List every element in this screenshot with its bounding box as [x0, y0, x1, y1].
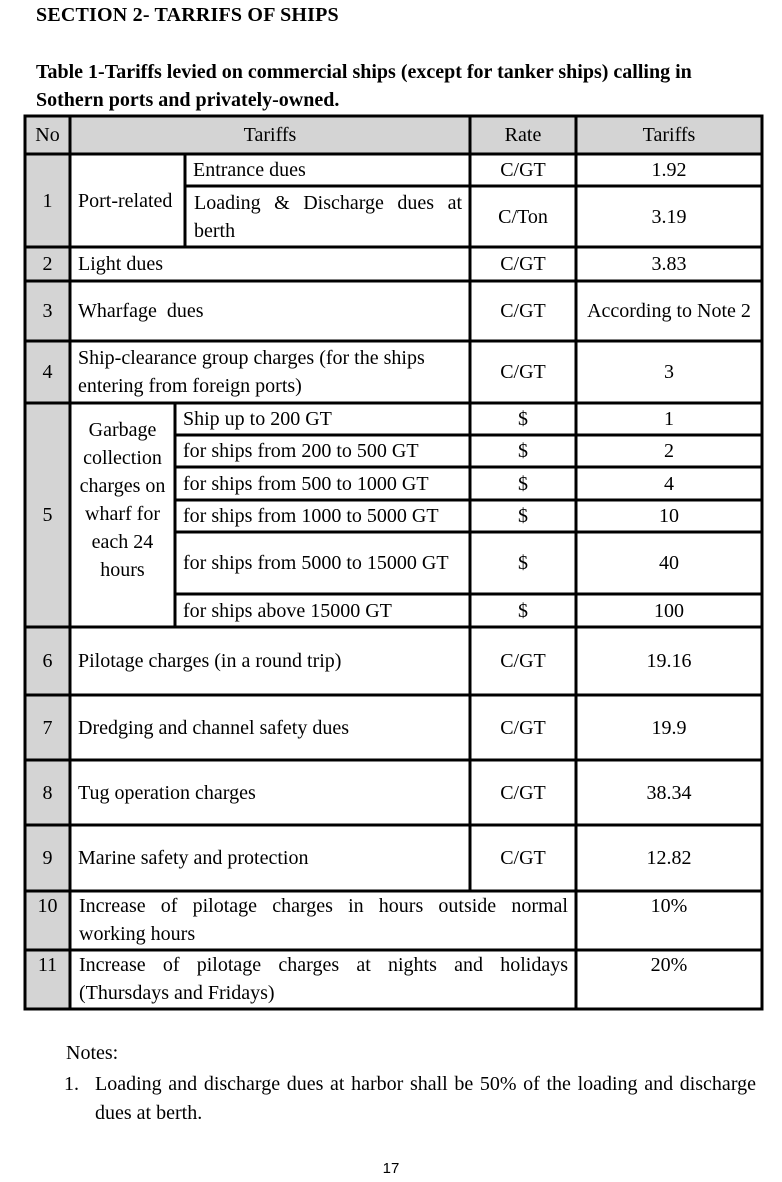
row-9-amount: 12.82 [646, 847, 692, 869]
row-2-label: Light dues [78, 253, 163, 275]
table-caption: Table 1-Tariffs levied on commercial ships (except for tanker ships) calling in Sothern ports and privately-owned. [36, 61, 692, 111]
row-9-no: 9 [42, 847, 53, 869]
row-8-label: Tug operation charges [78, 781, 256, 804]
row-2-rate: C/GT [500, 253, 546, 275]
row-5-item-4-amount: 10 [659, 505, 679, 527]
row-1-item-1-amount: 1.92 [651, 159, 687, 181]
row-8-rate: C/GT [500, 781, 546, 804]
row-3-label: Wharfage dues [78, 300, 204, 322]
header-tariffs: Tariffs [243, 124, 297, 146]
row-1-no: 1 [42, 189, 53, 212]
row-1-item-1-label: Entrance dues [193, 159, 306, 181]
row-4-rate: C/GT [500, 361, 546, 383]
row-5-item-6-label: for ships above 15000 GT [183, 599, 392, 622]
row-6-label: Pilotage charges (in a round trip) [78, 650, 342, 672]
row-5-item-4-label: for ships from 1000 to 5000 GT [183, 505, 439, 527]
row-7-no: 7 [42, 716, 53, 739]
row-10-no: 10 [37, 895, 58, 917]
row-11-label: Increase of pilotage charges at nights and holidays (Thursdays and Fridays) [79, 954, 568, 1004]
row-4-amount: 3 [664, 361, 674, 383]
row-1-item-1-rate: C/GT [500, 159, 546, 181]
row-4-no: 4 [42, 361, 53, 383]
row-5-item-5-rate: $ [518, 552, 528, 574]
row-1-item-2-rate: C/Ton [498, 205, 548, 228]
row-5-group: Garbage collection charges on wharf for each 24 hours [79, 419, 166, 581]
row-1-item-2-label: Loading & Discharge dues at berth [194, 192, 462, 242]
row-2-amount: 3.83 [651, 253, 687, 275]
row-5-no: 5 [42, 504, 53, 526]
row-5-item-1-rate: $ [518, 408, 528, 430]
header-amount: Tariffs [642, 124, 696, 146]
page-number: 17 [382, 1160, 400, 1177]
row-7-label: Dredging and channel safety dues [78, 716, 350, 739]
row-1-item-2-label-wrap [185, 186, 470, 247]
row-5-item-3-rate: $ [518, 472, 528, 495]
row-1-group: Port-related [78, 189, 173, 212]
row-4-label: Ship-clearance group charges (for the ships entering from foreign ports) [78, 347, 425, 397]
notes-label: Notes: [66, 1042, 119, 1064]
row-5-item-1-amount: 1 [664, 408, 674, 430]
row-11-no: 11 [37, 954, 58, 976]
row-7-rate: C/GT [500, 716, 546, 739]
row-6-rate: C/GT [500, 650, 546, 672]
row-3-rate: C/GT [500, 300, 546, 322]
row-5-item-2-label: for ships from 200 to 500 GT [183, 440, 419, 462]
row-6-no: 6 [42, 650, 53, 672]
row-9-label: Marine safety and protection [78, 847, 309, 869]
row-1-item-2-amount: 3.19 [651, 205, 687, 228]
row-6-amount: 19.16 [646, 650, 692, 672]
row-5-item-5-label: for ships from 5000 to 15000 GT [183, 552, 449, 574]
row-8-amount: 38.34 [646, 781, 692, 804]
row-5-item-2-amount: 2 [664, 440, 674, 462]
row-10-amount: 10% [650, 895, 688, 917]
row-5-item-1-label: Ship up to 200 GT [183, 408, 332, 430]
row-5-item-5-amount: 40 [659, 552, 679, 574]
row-2-no: 2 [42, 253, 53, 275]
header-no: No [35, 124, 60, 146]
row-10-label: Increase of pilotage charges in hours outside normal working hours [79, 895, 568, 945]
row-5-item-3-amount: 4 [664, 472, 674, 495]
row-5-item-6-rate: $ [518, 599, 528, 622]
row-11-amount: 20% [650, 954, 688, 976]
row-9-rate: C/GT [500, 847, 546, 869]
row-3-amount: According to Note 2 [587, 300, 751, 322]
row-7-amount: 19.9 [651, 716, 687, 739]
note-item [64, 1070, 756, 1128]
row-5-item-3-label: for ships from 500 to 1000 GT [183, 472, 429, 495]
note-text: Loading and discharge dues at harbor shall be 50% of the loading and discharge dues at berth. [95, 1073, 756, 1124]
row-3-no: 3 [42, 300, 53, 322]
row-8-no: 8 [42, 781, 53, 804]
row-5-item-6-amount: 100 [654, 599, 684, 622]
row-5-item-2-rate: $ [518, 440, 528, 462]
row-11-label-wrap [70, 950, 576, 1009]
row-5-item-5-label-wrap [175, 532, 470, 594]
row-10-label-wrap [70, 891, 576, 950]
header-rate: Rate [504, 124, 542, 146]
section-title: SECTION 2- TARRIFS OF SHIPS [36, 4, 339, 26]
note-number: 1. [64, 1073, 79, 1095]
row-5-item-4-rate: $ [518, 505, 528, 527]
